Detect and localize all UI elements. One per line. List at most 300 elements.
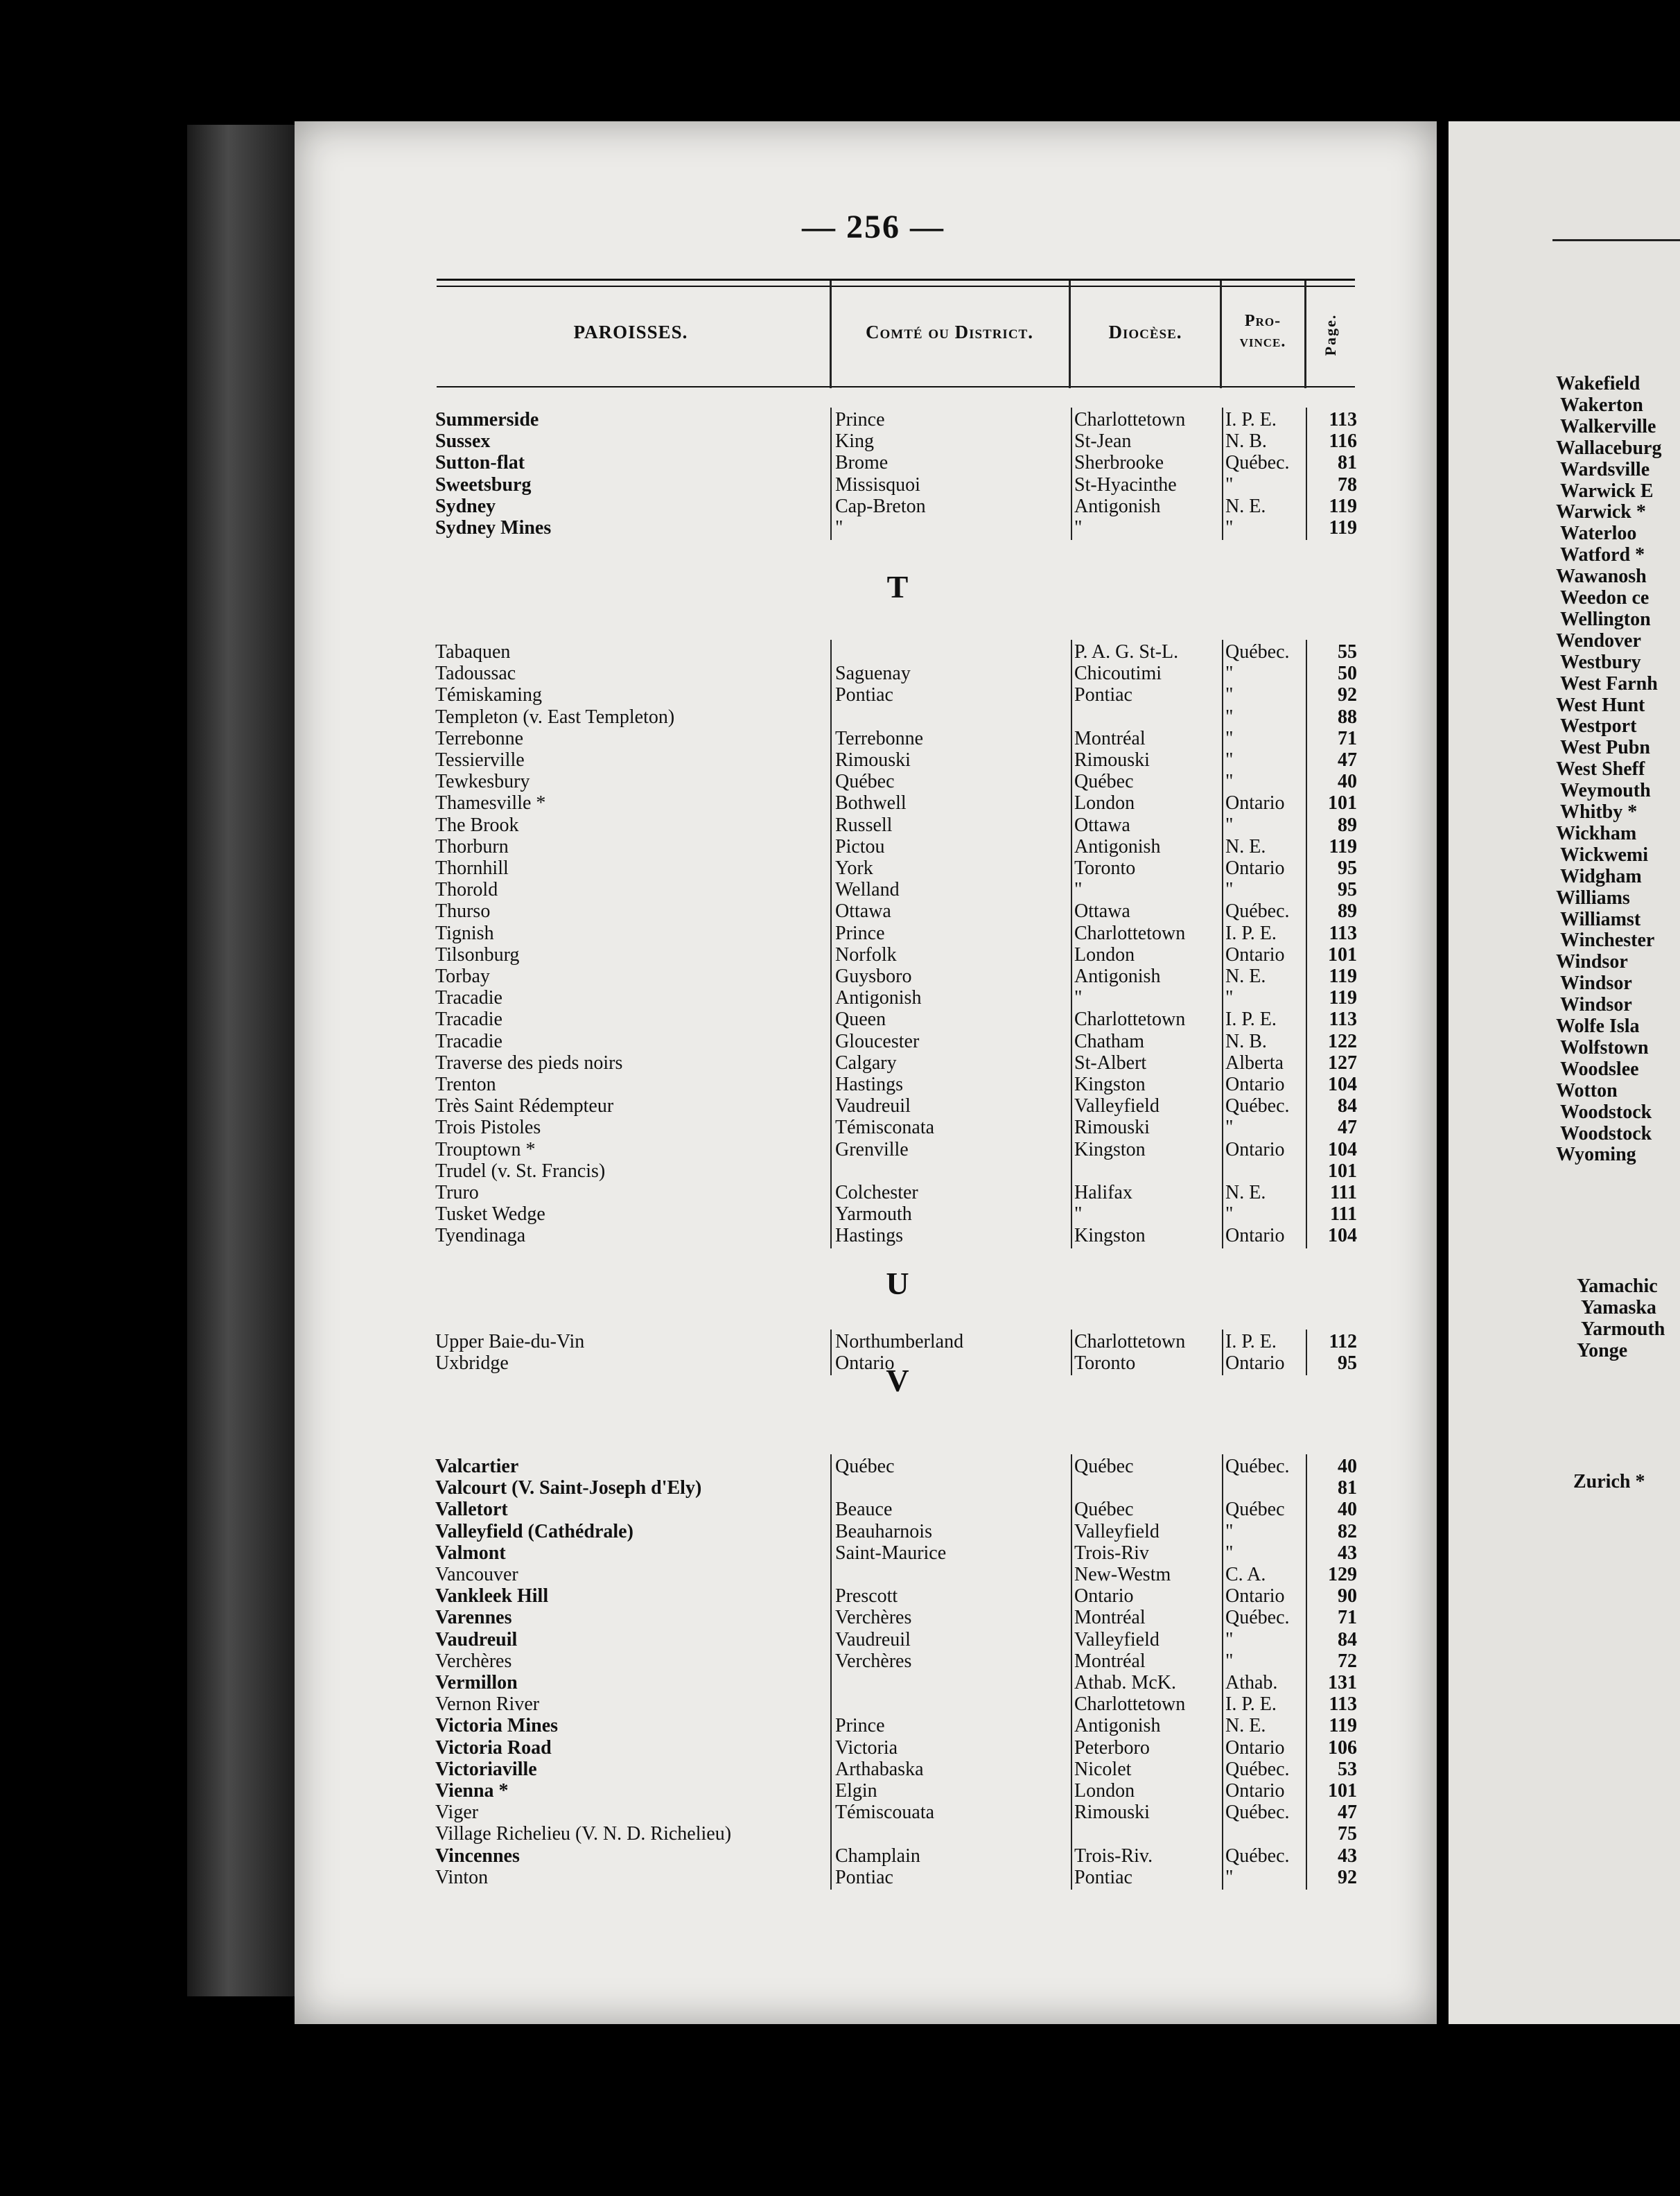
cell-diocese: Montréal xyxy=(1074,1607,1146,1629)
cell-county: " xyxy=(835,517,843,539)
column-divider xyxy=(1071,408,1072,540)
cell-diocese: Antigonish xyxy=(1074,966,1161,987)
cell-parish: Terrebonne xyxy=(435,727,524,749)
column-divider xyxy=(1071,1330,1072,1375)
facing-page-entry: Widgham xyxy=(1560,865,1642,887)
cell-province: Ontario xyxy=(1225,1074,1285,1095)
facing-page-entry: Wakefield xyxy=(1556,373,1640,394)
facing-page-entry: Walkerville xyxy=(1560,415,1656,437)
cell-province: " xyxy=(1225,749,1234,771)
table-row xyxy=(0,1521,1358,1542)
cell-parish: Trois Pistoles xyxy=(435,1117,541,1139)
page-number: — 256 — xyxy=(802,209,945,245)
facing-page-entry: Yarmouth xyxy=(1581,1318,1665,1340)
cell-page: 81 xyxy=(1338,452,1357,474)
cell-parish: Trudel (v. St. Francis) xyxy=(435,1160,606,1182)
cell-parish: Tessierville xyxy=(435,749,525,771)
table-row xyxy=(0,1780,1358,1802)
table-row xyxy=(0,663,1358,684)
cell-county: Terrebonne xyxy=(835,727,924,749)
cell-page: 95 xyxy=(1338,879,1357,901)
cell-diocese: " xyxy=(1074,517,1083,539)
facing-page-entry: Williams xyxy=(1556,887,1630,909)
cell-county: Vaudreuil xyxy=(835,1095,911,1117)
cell-province: C. A. xyxy=(1225,1564,1266,1585)
cell-parish: Valleyfield (Cathédrale) xyxy=(435,1520,633,1542)
header-county: Comté ou District. xyxy=(866,322,1033,342)
table-row xyxy=(0,944,1358,966)
cell-province: Québec. xyxy=(1225,1802,1290,1824)
column-divider xyxy=(1222,1454,1223,1890)
cell-page: 95 xyxy=(1338,857,1357,879)
cell-parish: Viger xyxy=(435,1802,479,1824)
cell-county: Prince xyxy=(835,1715,885,1737)
cell-county: Pontiac xyxy=(835,684,893,706)
cell-page: 95 xyxy=(1338,1352,1357,1375)
cell-county: Missisquoi xyxy=(835,473,920,496)
cell-diocese: London xyxy=(1074,792,1135,814)
cell-page: 47 xyxy=(1338,1117,1357,1139)
header-divider xyxy=(1220,281,1222,388)
cell-province: Québec. xyxy=(1225,1845,1290,1867)
cell-parish: Upper Baie-du-Vin xyxy=(435,1331,585,1352)
cell-page: 112 xyxy=(1329,1331,1357,1352)
table-row xyxy=(0,452,1358,473)
cell-page: 81 xyxy=(1338,1477,1357,1499)
cell-page: 90 xyxy=(1338,1585,1357,1607)
facing-page-entry: Waterloo xyxy=(1560,523,1637,545)
cell-diocese: Rimouski xyxy=(1074,749,1150,771)
facing-page-entry: Windsor xyxy=(1560,973,1632,995)
cell-diocese: Athab. McK. xyxy=(1074,1672,1176,1693)
cell-province: Ontario xyxy=(1225,1138,1285,1160)
cell-page: 92 xyxy=(1338,684,1357,706)
table-row xyxy=(0,430,1358,452)
table-row xyxy=(0,496,1358,517)
cell-province: I. P. E. xyxy=(1225,1009,1277,1031)
cell-province: " xyxy=(1225,684,1234,706)
facing-page-entry: Warwick E xyxy=(1560,480,1654,502)
table-row xyxy=(0,1009,1358,1030)
cell-county: Saguenay xyxy=(835,663,911,685)
cell-page: 119 xyxy=(1329,1715,1357,1737)
cell-county: Prince xyxy=(835,922,885,944)
cell-county: Norfolk xyxy=(835,943,897,966)
cell-page: 71 xyxy=(1338,727,1357,749)
top-rule xyxy=(437,279,1355,281)
cell-diocese: Ottawa xyxy=(1074,900,1130,923)
cell-diocese: Valleyfield xyxy=(1074,1095,1160,1117)
cell-diocese: " xyxy=(1074,879,1083,901)
cell-parish: Vancouver xyxy=(435,1564,518,1585)
cell-parish: Trenton xyxy=(435,1074,496,1095)
cell-province: I. P. E. xyxy=(1225,409,1277,430)
cell-page: 72 xyxy=(1338,1650,1357,1672)
table-row xyxy=(0,1031,1358,1052)
column-divider xyxy=(830,1330,832,1375)
cell-parish: Témiskaming xyxy=(435,684,542,706)
cell-diocese: Ottawa xyxy=(1074,814,1130,836)
cell-county: Hastings xyxy=(835,1225,903,1247)
cell-diocese: New-Westm xyxy=(1074,1564,1171,1585)
cell-county: Saint-Maurice xyxy=(835,1542,947,1564)
cell-diocese: Chicoutimi xyxy=(1074,663,1162,685)
cell-county: Verchères xyxy=(835,1650,912,1672)
table-row xyxy=(0,728,1358,749)
cell-page: 88 xyxy=(1338,706,1357,728)
cell-county: Champlain xyxy=(835,1845,920,1867)
cell-county: Arthabaska xyxy=(835,1758,924,1780)
cell-diocese: Sherbrooke xyxy=(1074,452,1164,474)
cell-parish: Vermillon xyxy=(435,1672,518,1693)
cell-parish: Valmont xyxy=(435,1542,506,1564)
cell-page: 116 xyxy=(1329,430,1357,453)
cell-parish: Thorold xyxy=(435,879,498,901)
table-row xyxy=(0,1802,1358,1823)
facing-page-entry: Wickwemi xyxy=(1560,844,1649,866)
cell-diocese: Montréal xyxy=(1074,1650,1146,1672)
cell-page: 53 xyxy=(1338,1758,1357,1780)
table-row xyxy=(0,1650,1358,1672)
cell-parish: Très Saint Rédempteur xyxy=(435,1095,614,1117)
cell-province: Québec. xyxy=(1225,1758,1290,1780)
cell-province: Québec. xyxy=(1225,452,1290,474)
cell-page: 43 xyxy=(1338,1845,1357,1867)
facing-page-entry: Wardsville xyxy=(1560,458,1650,480)
facing-page-entry: West Hunt xyxy=(1556,694,1645,716)
cell-province: Ontario xyxy=(1225,1585,1285,1607)
cell-diocese: Charlottetown xyxy=(1074,1693,1186,1716)
table-row xyxy=(0,1542,1358,1564)
cell-province: Ontario xyxy=(1225,943,1285,966)
table-row xyxy=(0,879,1358,900)
table-row xyxy=(0,706,1358,728)
cell-county: Cap-Breton xyxy=(835,495,926,517)
cell-diocese: Rimouski xyxy=(1074,1117,1150,1139)
facing-page-entry: Woodstock xyxy=(1560,1101,1652,1123)
facing-page-entry: Whitby * xyxy=(1560,801,1638,823)
cell-parish: Tracadie xyxy=(435,987,502,1009)
cell-parish: Tyendinaga xyxy=(435,1225,526,1247)
cell-province: " xyxy=(1225,517,1234,539)
cell-diocese: Kingston xyxy=(1074,1138,1146,1160)
facing-page-entry: Zurich * xyxy=(1573,1471,1645,1492)
cell-county: Ottawa xyxy=(835,900,891,923)
cell-parish: Valcourt (V. Saint-Joseph d'Ely) xyxy=(435,1477,702,1499)
cell-province: " xyxy=(1225,771,1234,793)
column-divider xyxy=(1306,640,1307,1248)
table-row xyxy=(0,1759,1358,1780)
cell-parish: Thamesville * xyxy=(435,792,546,814)
cell-province: " xyxy=(1225,1117,1234,1139)
cell-page: 84 xyxy=(1338,1095,1357,1117)
cell-diocese: London xyxy=(1074,1780,1135,1802)
column-divider xyxy=(830,408,832,540)
header-page: Page. xyxy=(1322,313,1339,356)
table-row xyxy=(0,517,1358,539)
facing-page-entry: Warwick * xyxy=(1556,501,1646,523)
cell-province: " xyxy=(1225,879,1234,901)
cell-province: Québec xyxy=(1225,1499,1285,1521)
table-row xyxy=(0,923,1358,944)
cell-province: Ontario xyxy=(1225,1736,1285,1759)
facing-page-entry: Windsor xyxy=(1556,951,1628,973)
cell-page: 75 xyxy=(1338,1823,1357,1845)
facing-page-entry: Wolfstown xyxy=(1560,1036,1649,1058)
cell-county: Northumberland xyxy=(835,1331,964,1352)
cell-county: Victoria xyxy=(835,1736,898,1759)
cell-diocese: Kingston xyxy=(1074,1074,1146,1095)
cell-diocese: Antigonish xyxy=(1074,835,1161,857)
cell-parish: Thorburn xyxy=(435,835,509,857)
table-row xyxy=(0,987,1358,1009)
cell-parish: Sutton-flat xyxy=(435,452,525,474)
cell-page: 113 xyxy=(1329,409,1357,430)
cell-diocese: Charlottetown xyxy=(1074,409,1186,430)
cell-page: 92 xyxy=(1338,1866,1357,1888)
cell-province: I. P. E. xyxy=(1225,922,1277,944)
facing-page-entry: West Farnh xyxy=(1560,672,1658,695)
cell-parish: Vernon River xyxy=(435,1693,540,1716)
column-divider xyxy=(1222,1330,1223,1375)
cell-county: Québec xyxy=(835,1456,895,1477)
cell-page: 40 xyxy=(1338,1456,1357,1477)
table-row xyxy=(0,1672,1358,1693)
facing-page-entry: West Pubn xyxy=(1560,737,1650,759)
cell-parish: Templeton (v. East Templeton) xyxy=(435,706,675,728)
cell-province: N. E. xyxy=(1225,1715,1266,1737)
cell-page: 101 xyxy=(1328,943,1357,966)
cell-parish: Victoria Mines xyxy=(435,1715,559,1737)
header-divider xyxy=(1304,281,1306,388)
column-divider xyxy=(1306,1454,1307,1890)
cell-page: 119 xyxy=(1329,517,1357,539)
cell-province: N. B. xyxy=(1225,430,1267,453)
cell-diocese: St-Hyacinthe xyxy=(1074,473,1177,496)
cell-county: York xyxy=(835,857,873,879)
facing-page-entry: Wendover xyxy=(1556,629,1641,652)
table-row xyxy=(0,1225,1358,1246)
cell-page: 101 xyxy=(1328,1780,1357,1802)
cell-diocese: Kingston xyxy=(1074,1225,1146,1247)
cell-diocese: Ontario xyxy=(1074,1585,1134,1607)
cell-county: Beauce xyxy=(835,1499,893,1521)
cell-province: Athab. xyxy=(1225,1672,1278,1693)
facing-page-entry: Westport xyxy=(1560,715,1637,738)
cell-province: Ontario xyxy=(1225,1780,1285,1802)
facing-page-entry: Williamst xyxy=(1560,908,1641,930)
facing-page-entry: West Sheff xyxy=(1556,758,1645,781)
table-row xyxy=(0,641,1358,663)
cell-parish: Victoriaville xyxy=(435,1758,537,1780)
cell-parish: Thurso xyxy=(435,900,491,923)
table-row xyxy=(0,771,1358,792)
cell-page: 43 xyxy=(1338,1542,1357,1564)
cell-diocese: Québec xyxy=(1074,771,1134,793)
cell-diocese: Charlottetown xyxy=(1074,1331,1186,1352)
facing-page-entry: Wellington xyxy=(1560,608,1651,630)
cell-parish: Vienna * xyxy=(435,1780,509,1802)
cell-diocese: Valleyfield xyxy=(1074,1520,1160,1542)
cell-province: Québec. xyxy=(1225,1607,1290,1629)
cell-province: " xyxy=(1225,1866,1234,1888)
cell-province: Ontario xyxy=(1225,1225,1285,1247)
cell-diocese: Québec xyxy=(1074,1499,1134,1521)
cell-province: Québec. xyxy=(1225,900,1290,923)
cell-county: Verchères xyxy=(835,1607,912,1629)
table-row xyxy=(0,1693,1358,1715)
cell-province: N. E. xyxy=(1225,835,1266,857)
cell-page: 82 xyxy=(1338,1520,1357,1542)
table-row xyxy=(0,814,1358,836)
section-letter: V xyxy=(886,1363,909,1398)
cell-parish: Vankleek Hill xyxy=(435,1585,549,1607)
cell-county: Témiscouata xyxy=(835,1802,935,1824)
cell-page: 119 xyxy=(1329,987,1357,1009)
cell-county: Pontiac xyxy=(835,1866,893,1888)
cell-page: 84 xyxy=(1338,1628,1357,1650)
cell-province: I. P. E. xyxy=(1225,1331,1277,1352)
table-row xyxy=(0,1139,1358,1160)
cell-diocese: Québec xyxy=(1074,1456,1134,1477)
cell-page: 106 xyxy=(1328,1736,1357,1759)
cell-parish: Vaudreuil xyxy=(435,1628,518,1650)
cell-page: 113 xyxy=(1329,1009,1357,1031)
cell-parish: The Brook xyxy=(435,814,519,836)
cell-parish: Thornhill xyxy=(435,857,509,879)
cell-parish: Tracadie xyxy=(435,1009,502,1031)
cell-diocese: Trois-Riv xyxy=(1074,1542,1149,1564)
cell-county: King xyxy=(835,430,874,453)
facing-page-entry: Winchester xyxy=(1560,930,1655,952)
table-row xyxy=(0,1203,1358,1225)
cell-page: 104 xyxy=(1328,1225,1357,1247)
facing-page-entry: Yamaska xyxy=(1581,1297,1656,1318)
cell-province: I. P. E. xyxy=(1225,1693,1277,1716)
cell-parish: Tabaquen xyxy=(435,641,511,663)
header-divider xyxy=(1069,281,1071,388)
cell-parish: Verchères xyxy=(435,1650,512,1672)
cell-county: Gloucester xyxy=(835,1030,920,1052)
header-divider xyxy=(830,281,832,388)
cell-parish: Vincennes xyxy=(435,1845,520,1867)
cell-province: Alberta xyxy=(1225,1052,1284,1074)
facing-page-entry: Weymouth xyxy=(1560,780,1651,802)
cell-diocese: Halifax xyxy=(1074,1182,1132,1203)
table-row xyxy=(0,1095,1358,1117)
cell-province: Ontario xyxy=(1225,857,1285,879)
cell-diocese: St-Albert xyxy=(1074,1052,1147,1074)
table-row xyxy=(0,409,1358,430)
table-row xyxy=(0,1499,1358,1520)
facing-page-entry: Wolfe Isla xyxy=(1556,1016,1640,1037)
facing-page-entry: Wyoming xyxy=(1556,1144,1636,1166)
cell-province: " xyxy=(1225,1650,1234,1672)
table-row xyxy=(0,836,1358,857)
cell-page: 119 xyxy=(1329,966,1357,987)
cell-province: " xyxy=(1225,663,1234,685)
table-row xyxy=(0,1629,1358,1650)
cell-province: " xyxy=(1225,1520,1234,1542)
cell-parish: Victoria Road xyxy=(435,1736,552,1759)
cell-parish: Valcartier xyxy=(435,1456,519,1477)
facing-page-entry: Wallaceburg xyxy=(1556,437,1662,459)
cell-page: 113 xyxy=(1329,1693,1357,1716)
cell-parish: Valletort xyxy=(435,1499,508,1521)
cell-diocese: Toronto xyxy=(1074,1352,1136,1375)
facing-page-entry: Watford * xyxy=(1560,544,1645,566)
cell-county: Témisconata xyxy=(835,1117,935,1139)
cell-province: N. B. xyxy=(1225,1030,1267,1052)
cell-county: Prescott xyxy=(835,1585,898,1607)
cell-county: Russell xyxy=(835,814,893,836)
cell-county: Rimouski xyxy=(835,749,911,771)
cell-county: Calgary xyxy=(835,1052,897,1074)
table-row xyxy=(0,1352,1358,1374)
cell-page: 127 xyxy=(1328,1052,1357,1074)
table-row xyxy=(0,684,1358,706)
facing-page-entry: Yamachic xyxy=(1577,1275,1658,1297)
cell-parish: Summerside xyxy=(435,409,539,430)
cell-county: Antigonish xyxy=(835,987,922,1009)
cell-province: Québec. xyxy=(1225,1456,1290,1477)
cell-diocese: Charlottetown xyxy=(1074,922,1186,944)
cell-parish: Trouptown * xyxy=(435,1138,536,1160)
cell-county: Québec xyxy=(835,771,895,793)
top-rule-thin xyxy=(437,286,1355,287)
cell-diocese: Antigonish xyxy=(1074,495,1161,517)
cell-diocese: P. A. G. St-L. xyxy=(1074,641,1179,663)
cell-page: 40 xyxy=(1338,771,1357,793)
cell-county: Elgin xyxy=(835,1780,877,1802)
table-row xyxy=(0,1845,1358,1867)
cell-page: 47 xyxy=(1338,1802,1357,1824)
column-divider xyxy=(1306,408,1307,540)
table-row xyxy=(0,857,1358,879)
cell-page: 113 xyxy=(1329,922,1357,944)
facing-page-entry: Wotton xyxy=(1556,1079,1618,1101)
cell-page: 104 xyxy=(1328,1138,1357,1160)
header-parish: PAROISSES. xyxy=(573,322,688,342)
cell-province: " xyxy=(1225,473,1234,496)
cell-province: N. E. xyxy=(1225,495,1266,517)
column-divider xyxy=(830,1454,832,1890)
cell-province: " xyxy=(1225,1542,1234,1564)
cell-county: Grenville xyxy=(835,1138,909,1160)
table-row xyxy=(0,1715,1358,1736)
table-row xyxy=(0,474,1358,496)
cell-parish: Traverse des pieds noirs xyxy=(435,1052,623,1074)
cell-diocese: Trois-Riv. xyxy=(1074,1845,1153,1867)
cell-diocese: " xyxy=(1074,987,1083,1009)
table-row xyxy=(0,1564,1358,1585)
table-row xyxy=(0,792,1358,814)
cell-county: Prince xyxy=(835,409,885,430)
cell-diocese: Antigonish xyxy=(1074,1715,1161,1737)
cell-county: Bothwell xyxy=(835,792,907,814)
cell-page: 47 xyxy=(1338,749,1357,771)
cell-province: " xyxy=(1225,814,1234,836)
cell-page: 131 xyxy=(1328,1672,1357,1693)
cell-page: 78 xyxy=(1338,473,1357,496)
cell-county: Guysboro xyxy=(835,966,912,987)
cell-county: Ontario xyxy=(835,1352,895,1375)
facing-page-entry: Wickham xyxy=(1556,822,1637,844)
cell-parish: Sydney xyxy=(435,495,496,517)
cell-province: N. E. xyxy=(1225,1182,1266,1203)
table-row xyxy=(0,1737,1358,1759)
column-divider xyxy=(830,640,832,1248)
